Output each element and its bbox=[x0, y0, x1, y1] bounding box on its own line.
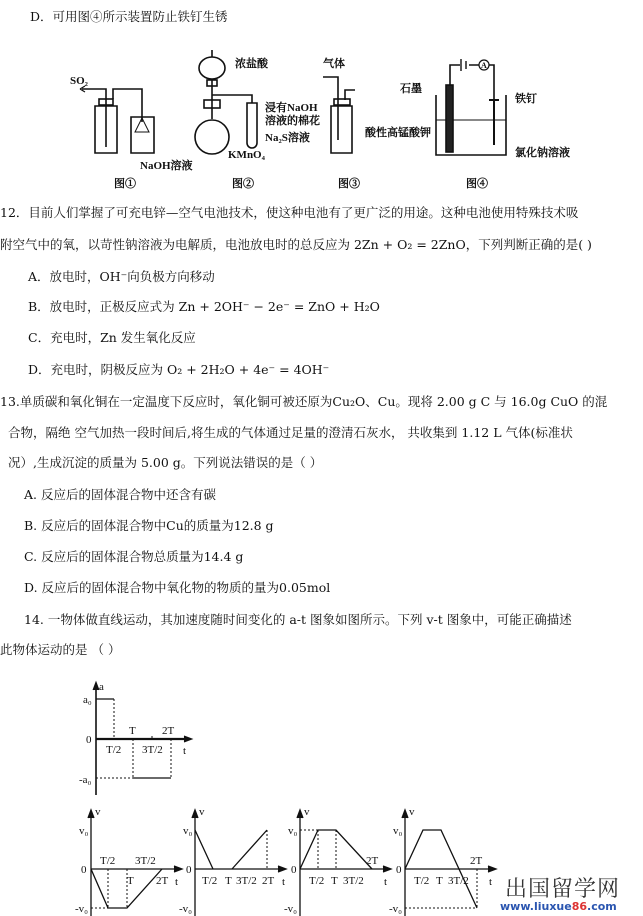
g1-tick-2T: 2T bbox=[156, 875, 169, 887]
watermark-url-c: .com bbox=[587, 900, 617, 913]
g4-v0: v₀ bbox=[393, 825, 403, 837]
g1-v-label: v bbox=[95, 806, 101, 818]
q13-stem-3: 况）,生成沉淀的质量为 5.00 g。下列说法错误的是（ ） bbox=[8, 455, 323, 470]
g4-zero: 0 bbox=[396, 864, 402, 876]
g3-tick-T: T bbox=[331, 875, 338, 887]
q13-stem-1: 13.单质碳和氧化铜在一定温度下反应时，氧化铜可被还原为Cu₂O、Cu。现将 2.00 g C 与 16.0g CuO 的混 bbox=[0, 394, 608, 409]
v-t-graphs bbox=[0, 805, 500, 916]
figure-3-wash-bottle bbox=[323, 77, 355, 153]
g2-v0: v₀ bbox=[183, 825, 193, 837]
g1-v0: v₀ bbox=[79, 825, 89, 837]
g1-tick-T-half: T/2 bbox=[100, 855, 116, 867]
t-axis-label: t bbox=[183, 745, 187, 757]
fig3-label-gas: 气体 bbox=[323, 58, 345, 70]
tick-2T: 2T bbox=[162, 725, 175, 737]
g4-tick-2T: 2T bbox=[470, 855, 483, 867]
g4-t-label: t bbox=[489, 876, 493, 888]
g2-v-label: v bbox=[199, 806, 205, 818]
fig2-caption: 图② bbox=[232, 178, 254, 190]
watermark-url-b: 86 bbox=[571, 900, 588, 913]
g1-neg-v0: -v₀ bbox=[75, 903, 88, 915]
fig3-label-kmno4: 酸性高锰酸钾 bbox=[365, 127, 431, 139]
g2-tick-T: T bbox=[225, 875, 232, 887]
watermark-url bbox=[500, 900, 617, 913]
tick-T: T bbox=[129, 725, 136, 737]
fig4-label-nail: 铁钉 bbox=[515, 93, 537, 105]
g3-tick-T-half: T/2 bbox=[309, 875, 325, 887]
fig4-label-graphite: 石墨 bbox=[400, 83, 422, 95]
g2-tick-2T: 2T bbox=[262, 875, 275, 887]
fig2-label-cotton1: 浸有NaOH bbox=[265, 102, 318, 114]
fig1-caption: 图① bbox=[114, 178, 136, 190]
g3-t-label: t bbox=[384, 876, 388, 888]
q13-option-b: B. 反应后的固体混合物中Cu的质量为12.8 g bbox=[24, 518, 274, 533]
q13-stem-2: 合物，隔绝 空气加热一段时间后,将生成的气体通过足量的澄清石灰水， 共收集到 1.12 L 气体(标准状 bbox=[8, 425, 573, 440]
a-t-graph bbox=[0, 670, 220, 800]
fig3-caption: 图③ bbox=[338, 178, 360, 190]
q13-option-a: A. 反应后的固体混合物中还含有碳 bbox=[24, 487, 216, 502]
g1-zero: 0 bbox=[81, 864, 87, 876]
g2-t-label: t bbox=[282, 876, 286, 888]
fig2-label-hcl: 浓盐酸 bbox=[235, 58, 268, 70]
fig4-label-nacl: 氯化钠溶液 bbox=[515, 147, 570, 159]
q11-option-d: D．可用图④所示装置防止铁钉生锈 bbox=[30, 9, 228, 24]
g3-v-label: v bbox=[304, 806, 310, 818]
watermark-url-a: www.liuxue bbox=[500, 900, 572, 913]
vt-graph-b bbox=[192, 810, 286, 916]
g2-tick-T-half: T/2 bbox=[202, 875, 218, 887]
watermark-logo-text: 出国留学网 bbox=[505, 877, 621, 902]
a0-label: a₀ bbox=[83, 694, 92, 706]
g4-tick-T: T bbox=[436, 875, 443, 887]
fig2-label-na2s: Na₂S溶液 bbox=[265, 132, 310, 144]
tick-3T-half: 3T/2 bbox=[142, 744, 163, 756]
g2-zero: 0 bbox=[186, 864, 192, 876]
q12-option-a: A．放电时，OH⁻向负极方向移动 bbox=[28, 269, 215, 284]
figure-1-gas-bottle-beaker bbox=[80, 86, 154, 153]
g4-neg-v0: -v₀ bbox=[389, 903, 402, 915]
g2-neg-v0: -v₀ bbox=[179, 903, 192, 915]
g3-tick-2T: 2T bbox=[366, 855, 379, 867]
g1-tick-3T-half: 3T/2 bbox=[135, 855, 156, 867]
q12-stem-1: 12．目前人们掌握了可充电锌—空气电池技术，使这种电池有了更广泛的用途。这种电池使用特殊技术吸 bbox=[0, 205, 579, 220]
q14-stem-1: 14. 一物体做直线运动，其加速度随时间变化的 a-t 图象如图所示。下列 v-t 图象中，可能正确描述 bbox=[24, 612, 572, 627]
q12-option-b: B．放电时，正极反应式为 Zn + 2OH⁻ − 2e⁻ = ZnO + H₂O bbox=[28, 299, 380, 314]
fig1-label-naoh: NaOH溶液 bbox=[140, 160, 193, 172]
q12-option-d: D．充电时，阴极反应为 O₂ + 2H₂O + 4e⁻ = 4OH⁻ bbox=[28, 362, 330, 377]
fig4-caption: 图④ bbox=[466, 178, 488, 190]
fig1-label-so2: SO₂ bbox=[70, 75, 88, 87]
tick-T-half: T/2 bbox=[106, 744, 122, 756]
g3-zero: 0 bbox=[291, 864, 297, 876]
q13-option-d: D. 反应后的固体混合物中氧化物的物质的量为0.05mol bbox=[24, 580, 331, 595]
fig2-label-kmno4: KMnO₄ bbox=[228, 149, 265, 161]
fig2-label-cotton2: 溶液的棉花 bbox=[265, 115, 320, 127]
g4-v-label: v bbox=[409, 806, 415, 818]
q14-stem-2: 此物体运动的是 （ ） bbox=[0, 642, 121, 657]
g3-neg-v0: -v₀ bbox=[284, 903, 297, 915]
g2-tick-3T-half: 3T/2 bbox=[236, 875, 257, 887]
apparatus-figures bbox=[0, 0, 643, 196]
g1-t-label: t bbox=[175, 876, 179, 888]
g4-tick-3T-half: 3T/2 bbox=[448, 875, 469, 887]
g3-tick-3T-half: 3T/2 bbox=[343, 875, 364, 887]
q12-stem-2: 附空气中的氧，以苛性钠溶液为电解质，电池放电时的总反应为 2Zn + O₂ = 2ZnO，下列判断正确的是( ) bbox=[0, 237, 592, 252]
figure-4-electrolysis-cell bbox=[436, 59, 506, 155]
a-axis-label: a bbox=[99, 681, 104, 693]
q12-option-c: C．充电时，Zn 发生氧化反应 bbox=[28, 330, 196, 345]
q13-option-c: C. 反应后的固体混合物总质量为14.4 g bbox=[24, 549, 244, 564]
g4-tick-T-half: T/2 bbox=[414, 875, 430, 887]
g3-v0: v₀ bbox=[288, 825, 298, 837]
ammeter-label: A bbox=[481, 61, 487, 70]
zero-label: 0 bbox=[86, 734, 92, 746]
g1-tick-T: T bbox=[127, 875, 134, 887]
neg-a0-label: -a₀ bbox=[79, 774, 92, 786]
